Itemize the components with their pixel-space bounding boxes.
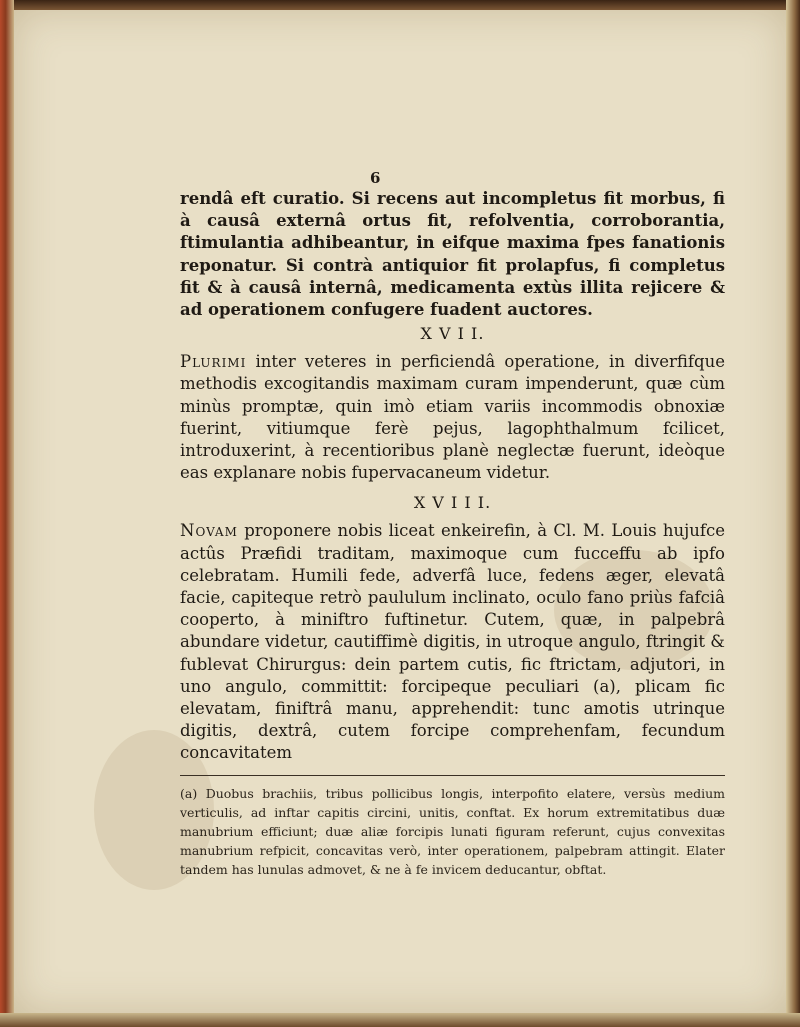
section-xviii-text: proponere nobis liceat enkeirefin, à Cl. M. Louis hujufce actûs Præfidi traditam, maximoque cum fucceffu ab ipfo celebratam. Humili fede, adverfâ luce, fedens æger, elevatâ facie, capiteque retrò paululum inclinato, oculo fano priùs fafciâ cooperto, à miniftro fuftinetur. Cutem, quæ, in palpebrâ abundare videtur, cautiffimè digitis, in utroque angulo, ftringit & fublevat Chirurgus: dein partem cutis, fic ftrictam, adjutori, in uno angulo, committit: forcipeque peculiari (a), plicam fic elevatam, finiftrâ manu, apprehendit: tunc amotis utrinque digitis, dextrâ, cutem forcipe comprehenfam, fecundum concavitatem: [180, 521, 726, 763]
section-xvii-lead-word: Plurimi: [180, 352, 247, 372]
footnote: (a) Duobus brachiis, tribus pollicibus longis, interpofito elatere, versùs medium verticulis, ad inftar capitis circini, unitis, conftat. Ex horum extremitatibus duæ manubrium efficiunt; duæ aliæ forcipis lunati figuram referunt, cujus convexitas manubrium refpicit, concavitas verò, inter operationem, palpebram attingit. Elater tandem has lunulas admovet, & ne à fe invicem deducantur, obftat.: [180, 785, 725, 877]
section-xvii-text: inter veteres in perficiendâ operatione, in diverfifque methodis excogitandis maximam curam impenderunt, quæ cùm minùs promptæ, quin imò etiam variis incommodis obnoxiæ fuerint, vitiumque ferè pejus, lagophthalmum fcilicet, introduxerint, à recentioribus planè neglectæ fuerunt, ideòque eas explanare nobis fupervacaneum videtur.: [180, 352, 725, 483]
footnote-divider: [180, 775, 725, 776]
page-text-block: [180, 168, 725, 879]
section-xvii-paragraph: [180, 351, 725, 484]
page-number: 6: [370, 169, 381, 187]
section-xviii-paragraph: [180, 520, 725, 764]
book-spine-edge: [0, 0, 14, 1027]
book-edge-bottom: [0, 1013, 800, 1027]
section-xviii-lead-word: Novam: [180, 521, 238, 541]
section-heading-xvii: X V I I.: [420, 324, 485, 344]
book-edge-right: [786, 0, 800, 1027]
section-heading-xviii: X V I I I.: [413, 493, 492, 513]
book-edge-top: [0, 0, 800, 10]
intro-paragraph: rendâ eft curatio. Si recens aut incompletus fit morbus, fi à causâ externâ ortus fit, refolventia, corroborantia, ftimulantia adhibeantur, in eifque maxima fpes fanationis reponatur. Si contrà antiquior fit prolapfus, fi completus fit & à causâ internâ, medicamenta extùs illita rejicere & ad operationem confugere fuadent auctores.: [180, 189, 725, 320]
